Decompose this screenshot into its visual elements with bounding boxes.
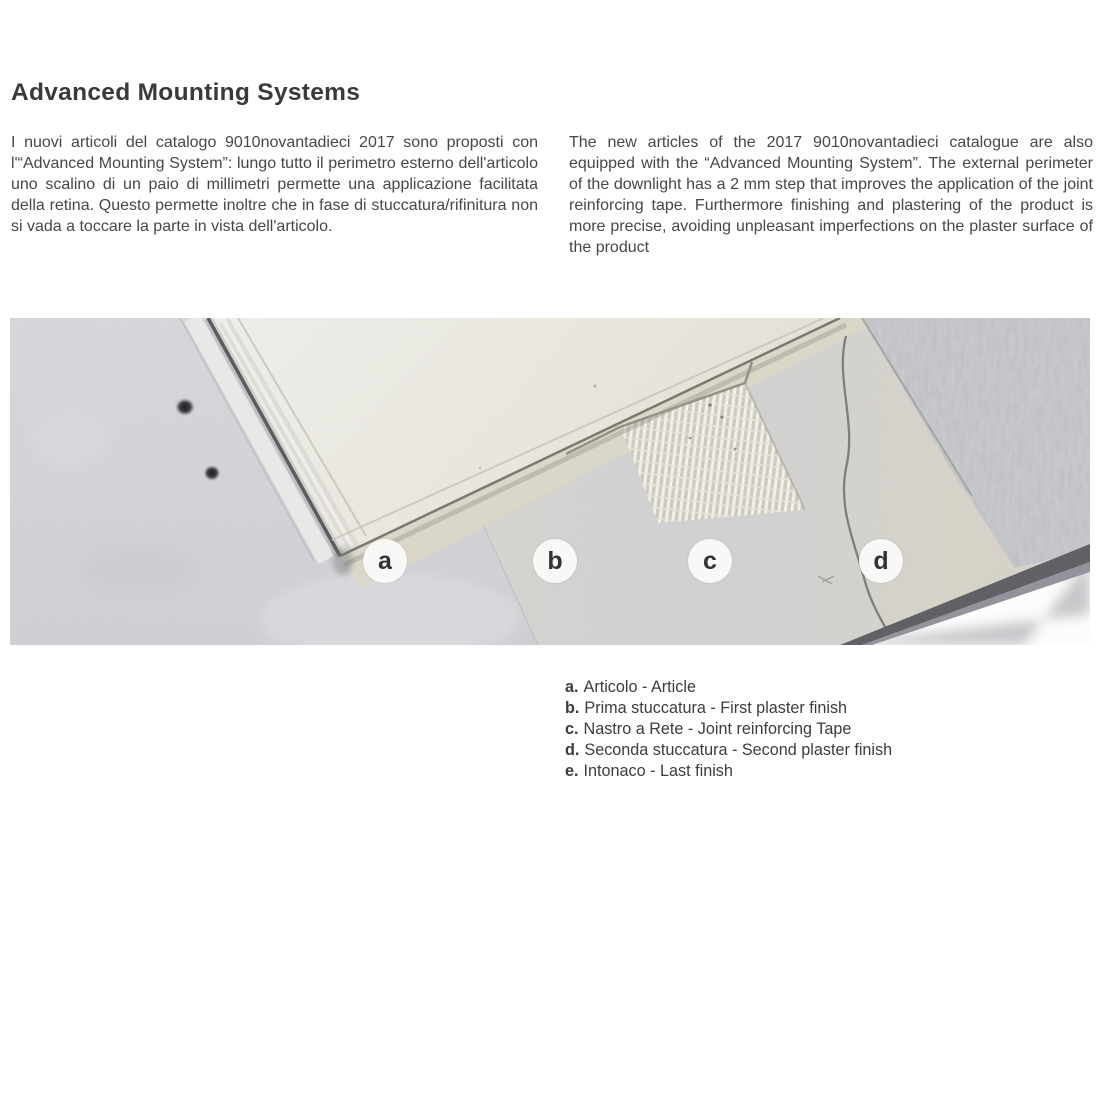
legend-item-label: Nastro a Rete - Joint reinforcing Tape bbox=[583, 719, 852, 738]
legend-item-key: e. bbox=[565, 761, 579, 780]
figure-legend bbox=[565, 677, 892, 782]
legend-item-label: Intonaco - Last finish bbox=[583, 761, 733, 780]
mounting-layers-photo bbox=[10, 318, 1090, 645]
legend-item-e bbox=[565, 761, 892, 782]
legend-item-d bbox=[565, 740, 892, 761]
marker-letter: d bbox=[873, 546, 889, 575]
legend-item-key: d. bbox=[565, 740, 580, 759]
legend-item-label: Prima stuccatura - First plaster finish bbox=[584, 698, 848, 717]
marker-letter: c bbox=[703, 546, 717, 575]
legend-item-b bbox=[565, 698, 892, 719]
marker-badge-c bbox=[688, 539, 732, 583]
mounting-layers-illustration bbox=[10, 318, 1090, 645]
marker-badge-b bbox=[533, 539, 577, 583]
legend-item-key: c. bbox=[565, 719, 579, 738]
page-title: Advanced Mounting Systems bbox=[11, 79, 361, 107]
legend-item-key: b. bbox=[565, 698, 580, 717]
intro-paragraph-english: The new articles of the 2017 9010novantadieci catalogue are also equipped with the “Advanced Mounting System”. The external perimeter of the downlight has a 2 mm step that improves the application of the joint reinforcing tape. Furthermore finishing and plastering of the product is more precise, avoiding unpleasant imperfections on the plaster surface of the product bbox=[569, 134, 1093, 256]
legend-item-label: Seconda stuccatura - Second plaster finish bbox=[584, 740, 893, 759]
intro-paragraph-italian: I nuovi articoli del catalogo 9010novantadieci 2017 sono proposti con l'“Advanced Mounting System”: lungo tutto il perimetro esterno dell'articolo uno scalino di un paio di millimetri permette una applicazione facilitata della retina. Questo permette inoltre che in fase di stuccatura/rifinitura non si vada a toccare la parte in vista dell'articolo. bbox=[11, 134, 538, 235]
legend-item-label: Articolo - Article bbox=[583, 678, 696, 696]
marker-letter: a bbox=[378, 546, 392, 575]
legend-item-a bbox=[565, 677, 892, 698]
legend-item-key: a. bbox=[565, 678, 579, 696]
marker-letter: b bbox=[547, 546, 563, 575]
marker-badge-d bbox=[859, 539, 903, 583]
marker-badge-a bbox=[363, 539, 407, 583]
legend-item-c bbox=[565, 719, 892, 740]
